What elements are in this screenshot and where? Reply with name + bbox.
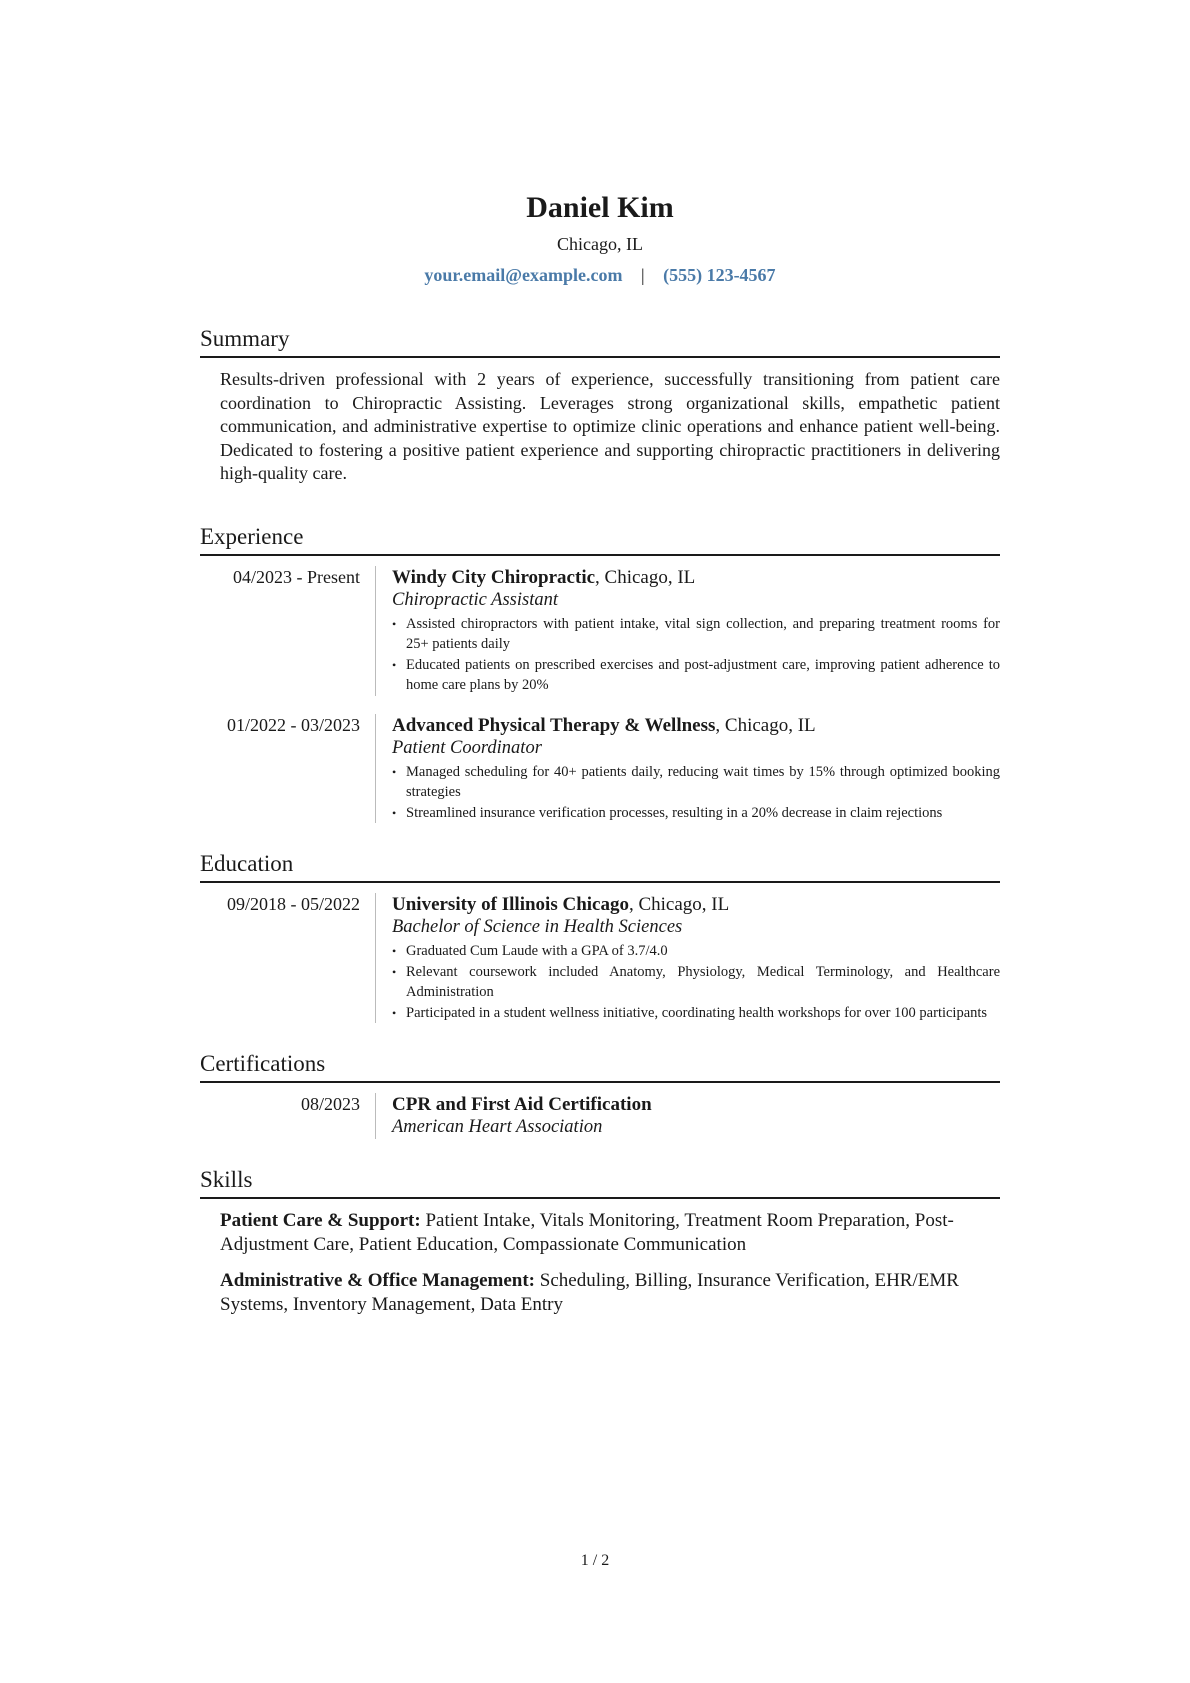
skill-text: Patient Intake, Vitals Monitoring, Treatment Room Preparation, Post-Adjustment Care, Patient Education, Compassionate Communication — [220, 1210, 954, 1255]
entry-role: Patient Coordinator — [392, 737, 542, 758]
organization-location: , Chicago, IL — [595, 566, 696, 588]
resume-page — [200, 0, 1000, 1329]
entry-role: Bachelor of Science in Health Sciences — [392, 917, 683, 937]
section-title: Experience — [200, 524, 1000, 556]
skill-label: Patient Care & Support: — [220, 1210, 421, 1231]
organization-name: Advanced Physical Therapy & Wellness — [392, 714, 716, 736]
resume-header — [200, 190, 1000, 286]
candidate-name: Daniel Kim — [526, 191, 674, 224]
candidate-location: Chicago, IL — [557, 234, 643, 254]
entry-row — [200, 714, 1000, 824]
skill-text: Scheduling, Billing, Insurance Verification, EHR/EMR Systems, Inventory Management, Data Entry — [220, 1270, 959, 1315]
entry-body — [376, 1093, 1000, 1139]
entry-role: American Heart Association — [392, 1117, 603, 1137]
bullet-item: • Participated in a student wellness initiative, coordinating health workshops for over 100 participants — [392, 1003, 1000, 1024]
phone-link[interactable]: (555) 123-4567 — [663, 265, 776, 285]
section-title: Education — [200, 851, 1000, 883]
certification-entries — [200, 1093, 1000, 1139]
skill-label: Administrative & Office Management: — [220, 1270, 536, 1291]
entry-date: 09/2018 - 05/2022 — [200, 893, 376, 1023]
page-number: 1 / 2 — [580, 1552, 610, 1569]
entry-row — [200, 1093, 1000, 1139]
contact-line — [200, 265, 1000, 286]
bullet-item: • Educated patients on prescribed exercises and post-adjustment care, improving patient adherence to home care plans by 20% — [392, 655, 1000, 696]
bullet-list — [392, 941, 1000, 1023]
organization-name: University of Illinois Chicago — [392, 894, 629, 915]
entry-row — [200, 893, 1000, 1023]
entry-row — [200, 566, 1000, 696]
section-title: Skills — [200, 1167, 1000, 1199]
bullet-item: • Assisted chiropractors with patient intake, vital sign collection, and preparing treatment rooms for 25+ patients daily — [392, 614, 1000, 655]
experience-entries — [200, 566, 1000, 824]
bullet-item: • Managed scheduling for 40+ patients daily, reducing wait times by 15% through optimized booking strategies — [392, 762, 1000, 803]
education-section — [200, 851, 1000, 1023]
section-title: Summary — [200, 326, 1000, 358]
entry-date: 01/2022 - 03/2023 — [200, 714, 376, 824]
entry-date: 08/2023 — [200, 1093, 376, 1139]
entry-organization — [392, 893, 1000, 916]
organization-name: Windy City Chiropractic — [392, 566, 596, 588]
certifications-section — [200, 1051, 1000, 1139]
entry-role: Chiropractic Assistant — [392, 589, 559, 610]
summary-text: Results-driven professional with 2 years of experience, successfully transitioning from patient care coordination to Chiropractic Assisting. Leverages strong organizational skills, empathetic patient communication, and administrative expertise to optimize clinic operations and enhance patient well-being. Dedicated to fostering a positive patient experience and supporting chiropractic practitioners in delivering high-quality care. — [220, 369, 1000, 483]
bullet-list — [392, 614, 1000, 696]
bullet-list — [392, 762, 1000, 824]
entry-organization — [392, 566, 1000, 589]
entry-body — [376, 566, 1000, 696]
entry-organization — [392, 1093, 1000, 1116]
skill-line — [220, 1209, 1000, 1257]
bullet-item: • Streamlined insurance verification processes, resulting in a 20% decrease in claim rejections — [392, 803, 1000, 824]
skill-line — [220, 1269, 1000, 1317]
section-title: Certifications — [200, 1051, 1000, 1083]
skills-section — [200, 1167, 1000, 1317]
bullet-item: • Relevant coursework included Anatomy, Physiology, Medical Terminology, and Healthcare Administration — [392, 962, 1000, 1003]
entry-body — [376, 714, 1000, 824]
experience-section — [200, 524, 1000, 824]
entry-organization — [392, 714, 1000, 737]
summary-section — [200, 326, 1000, 486]
email-link[interactable]: your.email@example.com — [424, 265, 623, 285]
entry-date: 04/2023 - Present — [200, 566, 376, 696]
organization-location: , Chicago, IL — [628, 894, 730, 915]
organization-name: CPR and First Aid Certification — [392, 1094, 652, 1115]
education-entries — [200, 893, 1000, 1023]
bullet-item: • Graduated Cum Laude with a GPA of 3.7/4.0 — [392, 941, 1000, 962]
entry-body — [376, 893, 1000, 1023]
contact-separator: | — [640, 265, 645, 285]
organization-location: , Chicago, IL — [715, 714, 816, 736]
